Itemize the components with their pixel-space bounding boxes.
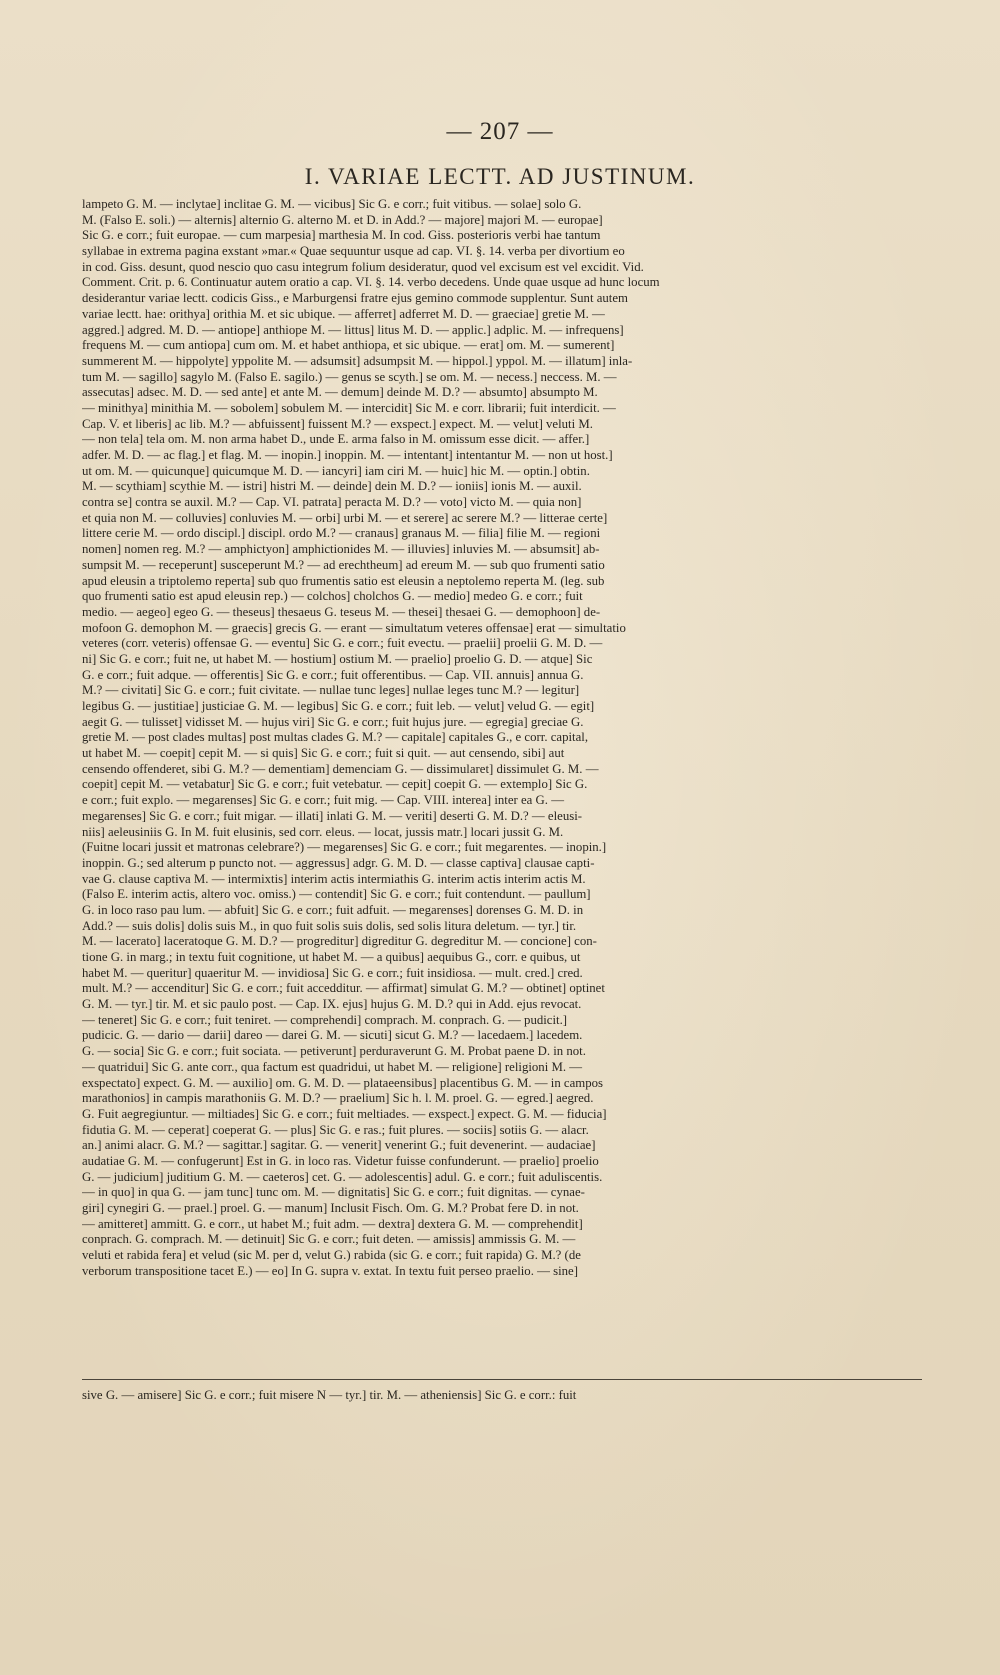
text-line: mofoon G. demophon M. — graecis] grecis G. — erant — simultatum veteres offensae] erat — simultatio [82, 620, 626, 635]
text-line: habet M. — queritur] quaeritur M. — invidiosa] Sic G. e corr.; fuit insidiosa. — mult. cred.] cred. [82, 965, 583, 980]
text-line: gretie M. — post clades multas] post multas clades G. M.? — capitale] capitales G., e corr. capital, [82, 730, 589, 745]
text-line: fidutia G. M. — ceperat] coeperat G. — plus] Sic G. e ras.; fuit plures. — sociis] sotiis G. — alacr. [82, 1122, 589, 1137]
text-line: censendo offenderet, sibi G. M.? — dementiam] demenciam G. — dissimularet] dissimulet G. M. — [82, 761, 599, 776]
text-line: aggred.] adgred. M. D. — antiope] anthiope M. — littus] litus M. D. — applic.] adplic. M. — infrequens] [82, 322, 624, 337]
text-line: — non tela] tela om. M. non arma habet D., unde E. arma falso in M. omissum esse dicit. — affer.] [82, 432, 590, 447]
text-line: vae G. clause captiva M. — intermixtis] interim actis intermiathis G. interim actis interim actis M. [82, 871, 586, 886]
apparatus-text [82, 197, 922, 1369]
footer-line: sive G. — amisere] Sic G. e corr.; fuit miserе N — tyr.] tir. M. — atheniensis] Sic G. e corr.: fuit [82, 1388, 577, 1402]
text-line: littere cerie M. — ordo discipl.] discipl. ordo M.? — cranaus] granaus M. — filia] filie M. — regioni [82, 526, 601, 541]
text-line: an.] animi alacr. G. M.? — sagittar.] sagitar. G. — venerit] venerint G.; fuit devenerint. — audaciae] [82, 1138, 596, 1153]
text-line: lampeto G. M. — inclytae] inclitae G. M. — vicibus] Sic G. e corr.; fuit vitibus. — solae] solo G. [82, 197, 582, 211]
text-line: Cap. V. et liberis] ac lib. M.? — abfuissent] fuissent M.? — exspect.] expect. M. — velut] veluti M. [82, 416, 593, 431]
text-line: Sic G. e corr.; fuit europae. — cum marpesia] marthesia M. In cod. Giss. posterioris verbi hae tantum [82, 228, 601, 243]
text-line: syllabae in extrema pagina exstant »mar.« Quae sequuntur usque ad cap. VI. §. 14. verba per divortium eo [82, 244, 625, 259]
text-line: aegit G. — tulisset] vidisset M. — hujus viri] Sic G. e corr.; fuit hujus jure. — egregia] greciae G. [82, 714, 584, 729]
text-line: G. M. — tyr.] tir. M. et sic paulo post. — Cap. IX. ejus] hujus G. M. D.? qui in Add. ejus revocat. [82, 997, 582, 1012]
text-line: M. (Falso E. soli.) — alternis] alternio G. alterno M. et D. in Add.? — majore] majori M. — europae] [82, 212, 603, 227]
footer-rule [82, 1379, 922, 1380]
text-line: pudicic. G. — dario — darii] dareo — darei G. M. — sicuti] sicut G. M.? — lacedaem.] lacedem. [82, 1028, 583, 1043]
text-line: Add.? — suis dolis] dolis suis M., in quo fuit solis suis dolis, sed solis litura deletum. — tyr.] tir. [82, 918, 577, 933]
text-line: coepit] cepit M. — vetabatur] Sic G. e corr.; fuit vetebatur. — cepit] coepit G. — extemplo] Sic G. [82, 777, 588, 792]
text-line: (Fuitne locari jussit et matronas celebrare?) — megarenses] Sic G. e corr.; fuit megarentes. — inopin.] [82, 840, 607, 855]
text-line: M. — lacerato] laceratoque G. M. D.? — progreditur] digreditur G. degreditur M. — concione] con- [82, 934, 597, 949]
text-line: marathonios] in campis marathoniis G. M. D.? — praelium] Sic h. l. M. proel. G. — egred.] aegred. [82, 1091, 594, 1106]
text-line: ut habet M. — coepit] cepit M. — si quis] Sic G. e corr.; fuit si quit. — aut censendo, sibi] aut [82, 746, 565, 761]
text-line: ni] Sic G. e corr.; fuit ne, ut habet M. — hostium] ostium M. — praelio] proelio G. D. — atque] Sic [82, 651, 593, 666]
section-heading: I. VARIAE LECTT. AD JUSTINUM. [304, 164, 696, 189]
text-line: verborum transpositione tacet E.) — eo] In G. supra v. extat. In textu fuit perseo praelio. — sine] [82, 1263, 578, 1278]
text-line: in cod. Giss. desunt, quod nescio quo casu integrum folium desideratur, quod vel excisum est vel excidit. Vid. [82, 259, 644, 274]
page-number: — 207 — [446, 118, 554, 145]
text-line: G. in loco raso pau lum. — abfuit] Sic G. e corr.; fuit adfuit. — megarenses] dorenses G. M. D. in [82, 902, 584, 917]
text-line: Comment. Crit. p. 6. Continuatur autem oratio a cap. VI. §. 14. verbo decedens. Unde quae usque ad hunc locum [82, 275, 660, 290]
text-line: veluti et rabida fera] et velud (sic M. per d, velut G.) rabida (sic G. e corr.; fuit rapida) G. M.? (de [82, 1248, 581, 1263]
text-line: G. — judicium] juditium G. M. — caeteros] cet. G. — adolescentis] adul. G. e corr.; fuit aduliscentis. [82, 1169, 603, 1184]
text-line: adfer. M. D. — ac flag.] et flag. M. — inopin.] inoppin. M. — intentant] intentantur M. — non ut host.] [82, 448, 613, 462]
text-line: inoppin. G.; sed alterum p puncto not. — aggressus] adgr. G. M. D. — classe captiva] clausae capti- [82, 855, 595, 870]
text-line: M.? — civitati] Sic G. e corr.; fuit civitate. — nullae tunc leges] nullae leges tunc M.? — legitur] [82, 683, 580, 698]
text-line: quo frumenti satio est apud eleusin rep.) — colchos] cholchos G. — medio] medeo G. e corr.; fuit [82, 589, 583, 604]
text-line: — minithya] minithia M. — sobolem] sobulem M. — intercidit] Sic M. e corr. librarii; fuit interdicit. — [82, 400, 616, 415]
text-line: (Falso E. interim actis, altero voc. omiss.) — contendit] Sic G. e corr.; fuit contendunt. — paullum] [82, 887, 591, 902]
text-line: ut om. M. — quicunque] quicumque M. D. — iancyri] iam ciri M. — huic] hic M. — optin.] obtin. [82, 463, 590, 478]
text-line: M. — scythiam] scythie M. — istri] histri M. — deinde] dein M. D.? — ioniis] ionis M. — auxil. [82, 479, 582, 494]
text-line: audatiae G. M. — confugerunt] Est in G. in loco ras. Videtur fuisse confunderunt. — praelio] proelio [82, 1153, 599, 1168]
text-line: legibus G. — justitiae] justiciae G. M. — legibus] Sic G. e corr.; fuit leb. — velut] velud G. — egit] [82, 699, 595, 713]
text-line: assecutas] adsec. M. D. — sed ante] et ante M. — demum] deinde M. D.? — absumto] absumpto M. [82, 385, 598, 400]
text-line: giri] cynegiri G. — prael.] proel. G. — manum] Inclusit Fisch. Om. G. M.? Probat fere D. in not. [82, 1201, 579, 1215]
text-line: tione G. in marg.; in textu fuit cognitione, ut habet M. — a quibus] aequibus G., corr. e quibus, ut [82, 950, 581, 964]
text-line: exspectato] expect. G. M. — auxilio] om. G. M. D. — plataeensibus] placentibus G. M. — in campos [82, 1075, 604, 1090]
text-line: apud eleusin a triptolemo reperta] sub quo frumentis satio est eleusin a neptolemo reperta M. (leg. sub [82, 573, 605, 588]
text-line: — amitteret] ammitt. G. e corr., ut habet M.; fuit adm. — dextra] dextera G. M. — comprehendit] [82, 1216, 583, 1231]
text-line: medio. — aegeo] egeo G. — theseus] thesaeus G. teseus M. — thesei] thesaei G. — demophoon] de- [82, 604, 601, 619]
text-line: contra se] contra se auxil. M.? — Cap. VI. patrata] peracta M. D.? — voto] victo M. — quia non] [82, 495, 582, 510]
text-line: — in quo] in qua G. — jam tunc] tunc om. M. — dignitatis] Sic G. e corr.; fuit dignitas. — cynae- [82, 1185, 585, 1200]
text-line: niis] aeleusiniis G. In M. fuit elusinis, sed corr. eleus. — locat, jussis matr.] locari jussit G. M. [82, 824, 564, 839]
text-line: frequens M. — cum antiopa] cum om. M. et habet anthiopa, et sic ubique. — erat] om. M. — sumerent] [82, 338, 615, 353]
text-line: — quatridui] Sic G. ante corr., qua factum est quadridui, ut habet M. — religione] religioni M. — [82, 1059, 583, 1074]
text-line: G. — socia] Sic G. e corr.; fuit sociata. — petiverunt] perduraverunt G. M. Probat paene D. in not. [82, 1044, 586, 1059]
text-line: veteres (corr. veteris) offensae G. — eventu] Sic G. e corr.; fuit evectu. — praelii] proelii G. M. D. — [82, 636, 603, 651]
text-line: variae lectt. hae: orithya] orithia M. et sic ubique. — afferret] adferret M. D. — graeciae] gretie M. — [82, 306, 605, 321]
text-line: conprach. G. comprach. M. — detinuit] Sic G. e corr.; fuit deten. — amissis] ammissis G. M. — [82, 1232, 576, 1247]
text-line: G. e corr.; fuit adque. — offerentis] Sic G. e corr.; fuit offerentibus. — Cap. VII. annuis] annua G. [82, 667, 584, 682]
text-line: megarenses] Sic G. e corr.; fuit migar. — illati] inlati G. M. — veriti] deserti G. M. D.? — eleusi- [82, 808, 583, 823]
text-line: summerent M. — hippolyte] yppolite M. — adsumsit] adsumpsit M. — hippol.] yppol. M. — illatum] inla- [82, 353, 633, 368]
text-line: sumpsit M. — receperunt] susceperunt M.? — ad erechtheum] ad ereum M. — sub quo frumenti satio [82, 557, 605, 572]
text-line: — teneret] Sic G. e corr.; fuit teniret. — comprehendi] comprach. M. conprach. G. — pudicit.] [82, 1012, 568, 1027]
text-line: mult. M.? — accenditur] Sic G. e corr.; fuit accedditur. — affirmat] simulat G. M.? — obtinet] optinet [82, 981, 605, 996]
text-line: nomen] nomen reg. M.? — amphictyon] amphictionides M. — illuvies] inluvies M. — absumsit] ab- [82, 542, 600, 557]
text-line: e corr.; fuit explo. — megarenses] Sic G. e corr.; fuit mig. — Cap. VIII. interea] inter ea G. — [82, 793, 564, 808]
text-line: desiderantur variae lectt. codicis Giss., e Marburgensi fratre ejus gemino commode supplentur. Sunt autem [82, 291, 628, 306]
text-line: G. Fuit aegregiuntur. — miltiades] Sic G. e corr.; fuit meltiades. — exspect.] expect. G. M. — fiducia] [82, 1106, 607, 1121]
text-line: et quia non M. — colluvies] conluvies M. — orbi] urbi M. — et serere] ac serere M.? — litterae certe] [82, 510, 608, 525]
text-line: tum M. — sagillo] sagylo M. (Falso E. sagilo.) — genus se scyth.] se om. M. — necess.] neccess. M. — [82, 369, 617, 384]
